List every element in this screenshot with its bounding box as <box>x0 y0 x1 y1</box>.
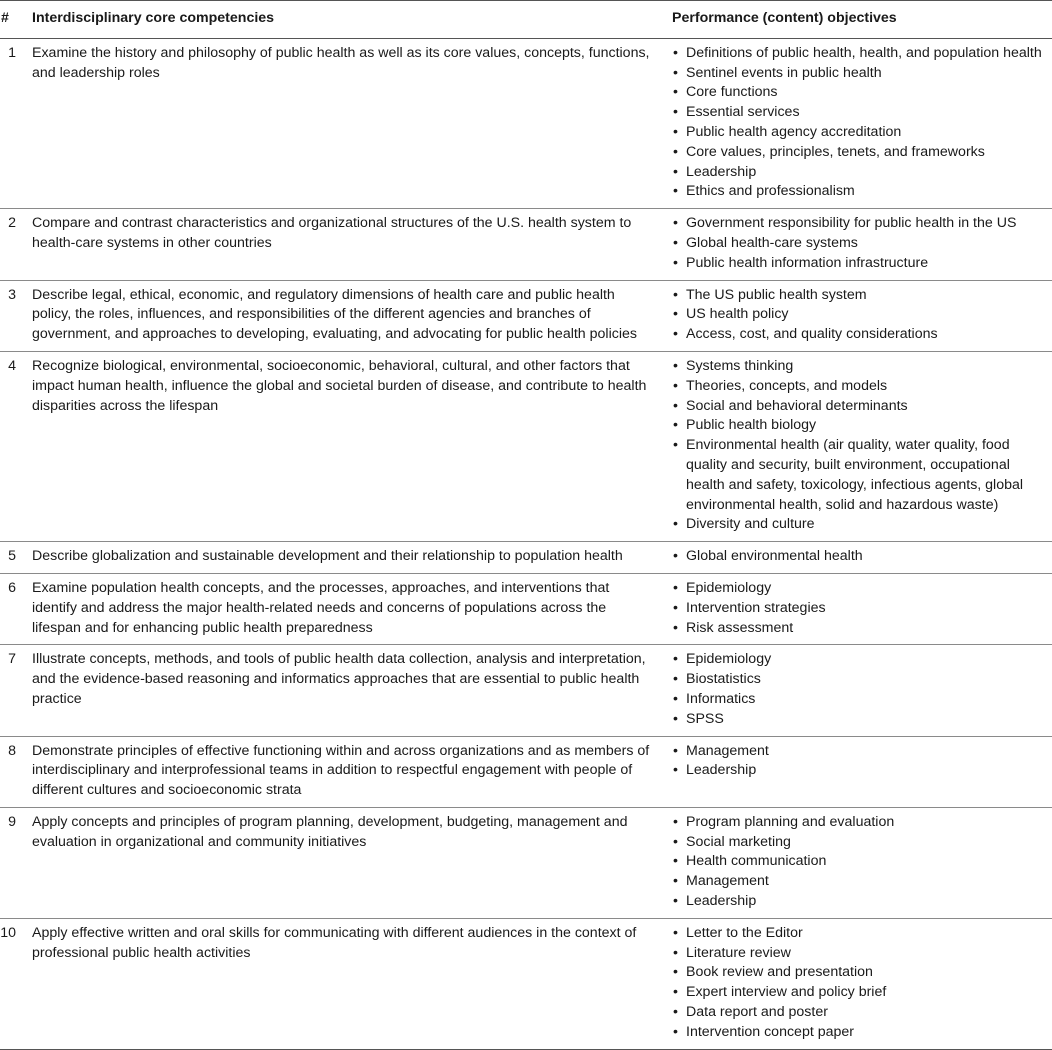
header-objectives: Performance (content) objectives <box>672 10 897 26</box>
objectives-cell <box>672 645 1052 736</box>
row-number: 2 <box>8 215 16 232</box>
objective-item: • Intervention strategies <box>672 599 1052 619</box>
objective-item: • SPSS <box>672 710 1052 730</box>
header-competencies: Interdisciplinary core competencies <box>32 10 275 26</box>
row-number: 9 <box>8 813 16 830</box>
competency-text: Demonstrate principles of effective functioning within and across organizations and as members of interdisciplinary and interprofessional teams in addition to respectful engagement with people of different cultures and socioeconomic strata <box>32 742 650 799</box>
row-number: 3 <box>8 286 16 303</box>
competency-text: Examine the history and philosophy of public health as well as its core values, concepts, functions, and leadership roles <box>32 44 650 81</box>
objective-item: • Epidemiology <box>672 650 1052 670</box>
objectives-cell <box>672 807 1052 918</box>
objective-item: • Literature review <box>672 944 1052 964</box>
competency-text: Examine population health concepts, and the processes, approaches, and interventions that identify and address the major health-related needs and concerns of populations across the lifespan and for enhancing public health preparedness <box>32 579 610 636</box>
objective-item: • Global health-care systems <box>672 234 1052 254</box>
objective-item: • Government responsibility for public health in the US <box>672 214 1052 234</box>
objective-item: • US health policy <box>672 305 1052 325</box>
objectives-list <box>672 547 1052 567</box>
objective-item: • Leadership <box>672 892 1052 912</box>
objectives-cell <box>672 918 1052 1049</box>
table-row <box>0 918 1052 1049</box>
objective-item: • Risk assessment <box>672 619 1052 639</box>
objective-item: • Global environmental health <box>672 547 1052 567</box>
objective-item: • Biostatistics <box>672 670 1052 690</box>
objective-item: • Public health information infrastructure <box>672 254 1052 274</box>
competency-text: Apply concepts and principles of program planning, development, budgeting, management and evaluation in organizational and community initiatives <box>32 813 628 850</box>
table-row <box>0 573 1052 644</box>
objective-item: • Core values, principles, tenets, and frameworks <box>672 143 1052 163</box>
row-number: 5 <box>8 548 16 565</box>
objectives-cell <box>672 573 1052 644</box>
objectives-list <box>672 650 1052 729</box>
row-number: 8 <box>8 742 16 759</box>
objective-item: • Intervention concept paper <box>672 1023 1052 1043</box>
table-row <box>0 38 1052 208</box>
objective-item: • Health communication <box>672 852 1052 872</box>
objective-item: • Leadership <box>672 761 1052 781</box>
objectives-list <box>672 924 1052 1043</box>
objective-item: • Access, cost, and quality considerations <box>672 325 1052 345</box>
competency-text: Compare and contrast characteristics and organizational structures of the U.S. health system to health-care systems in other countries <box>32 215 632 251</box>
table-row <box>0 645 1052 736</box>
objective-item: • Letter to the Editor <box>672 924 1052 944</box>
objective-item: • Data report and poster <box>672 1003 1052 1023</box>
competency-text: Describe legal, ethical, economic, and regulatory dimensions of health care and public health policy, the roles, influences, and responsibilities of the different agencies and branches of government, and approaches to developing, evaluating, and advocating for public health policies <box>32 286 637 343</box>
objectives-cell <box>672 209 1052 280</box>
objective-item: • Social and behavioral determinants <box>672 397 1052 417</box>
objective-item: • Public health agency accreditation <box>672 123 1052 143</box>
objectives-list <box>672 357 1052 535</box>
objective-item: • Epidemiology <box>672 579 1052 599</box>
header-row <box>0 1 1052 39</box>
table-row <box>0 542 1052 574</box>
objective-item: • Book review and presentation <box>672 963 1052 983</box>
header-number: # <box>1 10 9 26</box>
objectives-cell <box>672 736 1052 807</box>
table-row <box>0 351 1052 541</box>
table-header <box>0 1 1052 39</box>
row-number: 4 <box>8 357 16 374</box>
competency-text: Recognize biological, environmental, socioeconomic, behavioral, cultural, and other factors that impact human health, influence the global and societal burden of disease, and contribute to health disparities across the lifespan <box>32 357 647 414</box>
objective-item: • Ethics and professionalism <box>672 182 1052 202</box>
objective-item: • Management <box>672 742 1052 762</box>
objective-item: • Leadership <box>672 163 1052 183</box>
objectives-list <box>672 742 1052 782</box>
objective-item: • Diversity and culture <box>672 515 1052 535</box>
objective-item: • Systems thinking <box>672 357 1052 377</box>
objectives-list <box>672 813 1052 912</box>
objective-item: • Management <box>672 872 1052 892</box>
objective-item: • Definitions of public health, health, and population health <box>672 44 1052 64</box>
objectives-list <box>672 286 1052 345</box>
objective-item: • Informatics <box>672 690 1052 710</box>
objective-item: • Theories, concepts, and models <box>672 377 1052 397</box>
objectives-list <box>672 214 1052 273</box>
row-number: 1 <box>8 44 16 61</box>
objective-item: • Sentinel events in public health <box>672 64 1052 84</box>
table-row <box>0 807 1052 918</box>
objective-item: • Core functions <box>672 83 1052 103</box>
competency-text: Illustrate concepts, methods, and tools of public health data collection, analysis and interpretation, and the evidence-based reasoning and informatics approaches that are essential to public health practice <box>32 651 646 707</box>
table-row <box>0 280 1052 351</box>
row-number: 7 <box>8 651 16 668</box>
table-row <box>0 209 1052 280</box>
objectives-list <box>672 579 1052 638</box>
objective-item: • The US public health system <box>672 286 1052 306</box>
objectives-list <box>672 44 1052 202</box>
competency-text: Describe globalization and sustainable development and their relationship to population health <box>32 548 623 565</box>
objectives-cell <box>672 280 1052 351</box>
table-row <box>0 736 1052 807</box>
competency-text: Apply effective written and oral skills for communicating with different audiences in the context of professional public health activities <box>32 924 637 961</box>
objective-item: • Expert interview and policy brief <box>672 983 1052 1003</box>
objectives-cell <box>672 542 1052 574</box>
row-number: 6 <box>8 579 16 596</box>
objective-item: • Essential services <box>672 103 1052 123</box>
objective-item: • Program planning and evaluation <box>672 813 1052 833</box>
objective-item: • Environmental health (air quality, water quality, food quality and security, built environment, occupational health and safety, toxicology, infectious agents, global environmental health, solid and hazardous waste) <box>672 436 1052 515</box>
table-body <box>0 38 1052 1049</box>
objectives-cell <box>672 351 1052 541</box>
row-number: 10 <box>0 924 16 941</box>
objectives-cell <box>672 38 1052 208</box>
objective-item: • Social marketing <box>672 833 1052 853</box>
objective-item: • Public health biology <box>672 416 1052 436</box>
